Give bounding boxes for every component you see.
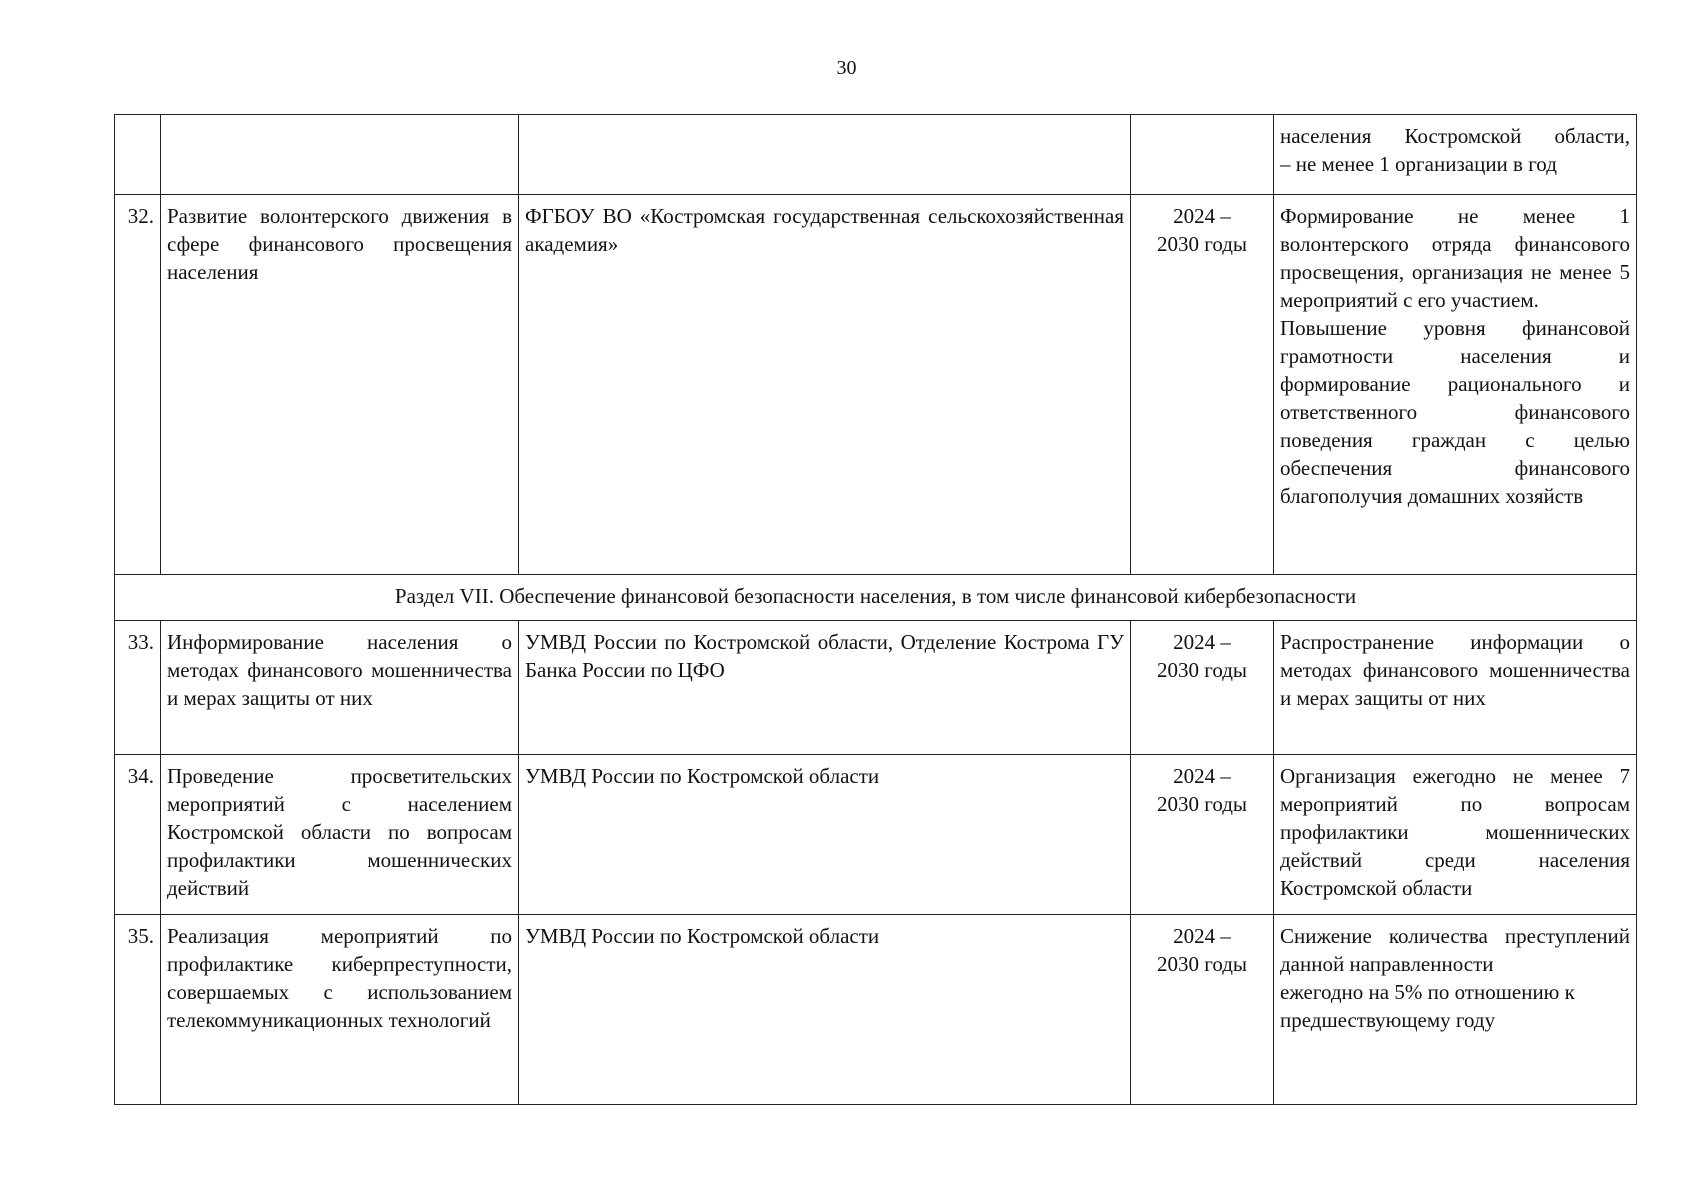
cell-executor	[519, 115, 1131, 195]
period-cell	[1131, 755, 1274, 915]
period-start: 2024 –	[1173, 630, 1231, 654]
activity-text: Реализация мероприятий по профилактике киберпреступности, совершаемых с использованием телекоммуникационных технологий	[161, 915, 519, 1105]
executor-text: ФГБОУ ВО «Костромская государственная сельскохозяйственная академия»	[519, 195, 1131, 575]
table-row-33	[115, 621, 1637, 755]
cell-activity	[161, 115, 519, 195]
row-number: 35.	[115, 915, 161, 1105]
period-cell	[1131, 915, 1274, 1105]
section-header-row	[115, 575, 1637, 621]
period-end: 2030 годы	[1156, 658, 1248, 682]
result-text: – не менее 1 организации в год	[1280, 152, 1557, 176]
period-end: 2030 годы	[1156, 792, 1248, 816]
period-cell	[1131, 195, 1274, 575]
executor-text: УМВД России по Костромской области	[519, 915, 1131, 1105]
cell-num	[115, 115, 161, 195]
result-text: ежегодно на 5% по отношению к предшествующему году	[1280, 980, 1575, 1032]
result-cell	[1274, 195, 1637, 575]
cell-result	[1274, 115, 1637, 195]
result-text: Формирование не менее 1 волонтерского отряда финансового просвещения, организация не менее 5 мероприятий с его участием.	[1280, 204, 1630, 312]
table-row-34	[115, 755, 1637, 915]
table-row-35	[115, 915, 1637, 1105]
activity-text: Информирование населения о методах финансового мошенничества и мерах защиты от них	[161, 621, 519, 755]
result-text: Распространение информации о методах финансового мошенничества и мерах защиты от них	[1274, 621, 1637, 755]
result-text: Организация ежегодно не менее 7 мероприятий по вопросам профилактики мошеннических действий среди населения Костромской области	[1274, 755, 1637, 915]
result-text: населения Костромской области,	[1280, 124, 1630, 148]
table-row-continuation	[115, 115, 1637, 195]
cell-period	[1131, 115, 1274, 195]
row-number: 32.	[115, 195, 161, 575]
period-cell	[1131, 621, 1274, 755]
activity-text: Проведение просветительских мероприятий с населением Костромской области по вопросам профилактики мошеннических действий	[161, 755, 519, 915]
page-number: 30	[836, 57, 857, 79]
executor-text: УМВД России по Костромской области	[519, 755, 1131, 915]
measures-table	[114, 114, 1637, 1105]
result-text: Повышение уровня финансовой грамотности населения и формирование рационального и ответственного финансового поведения граждан с целью обеспечения финансового благополучия домашних хозяйств	[1280, 316, 1630, 508]
period-start: 2024 –	[1173, 764, 1231, 788]
section-title: Раздел VII. Обеспечение финансовой безопасности населения, в том числе финансовой кибербезопасности	[115, 575, 1637, 621]
executor-text: УМВД России по Костромской области, Отделение Кострома ГУ Банка России по ЦФО	[519, 621, 1131, 755]
period-start: 2024 –	[1173, 204, 1231, 228]
activity-text: Развитие волонтерского движения в сфере финансового просвещения населения	[161, 195, 519, 575]
period-start: 2024 –	[1173, 924, 1231, 948]
table-row-32	[115, 195, 1637, 575]
period-end: 2030 годы	[1156, 232, 1248, 256]
row-number: 33.	[115, 621, 161, 755]
row-number: 34.	[115, 755, 161, 915]
result-cell	[1274, 915, 1637, 1105]
result-text: Снижение количества преступлений данной направленности	[1280, 924, 1630, 976]
period-end: 2030 годы	[1156, 952, 1248, 976]
